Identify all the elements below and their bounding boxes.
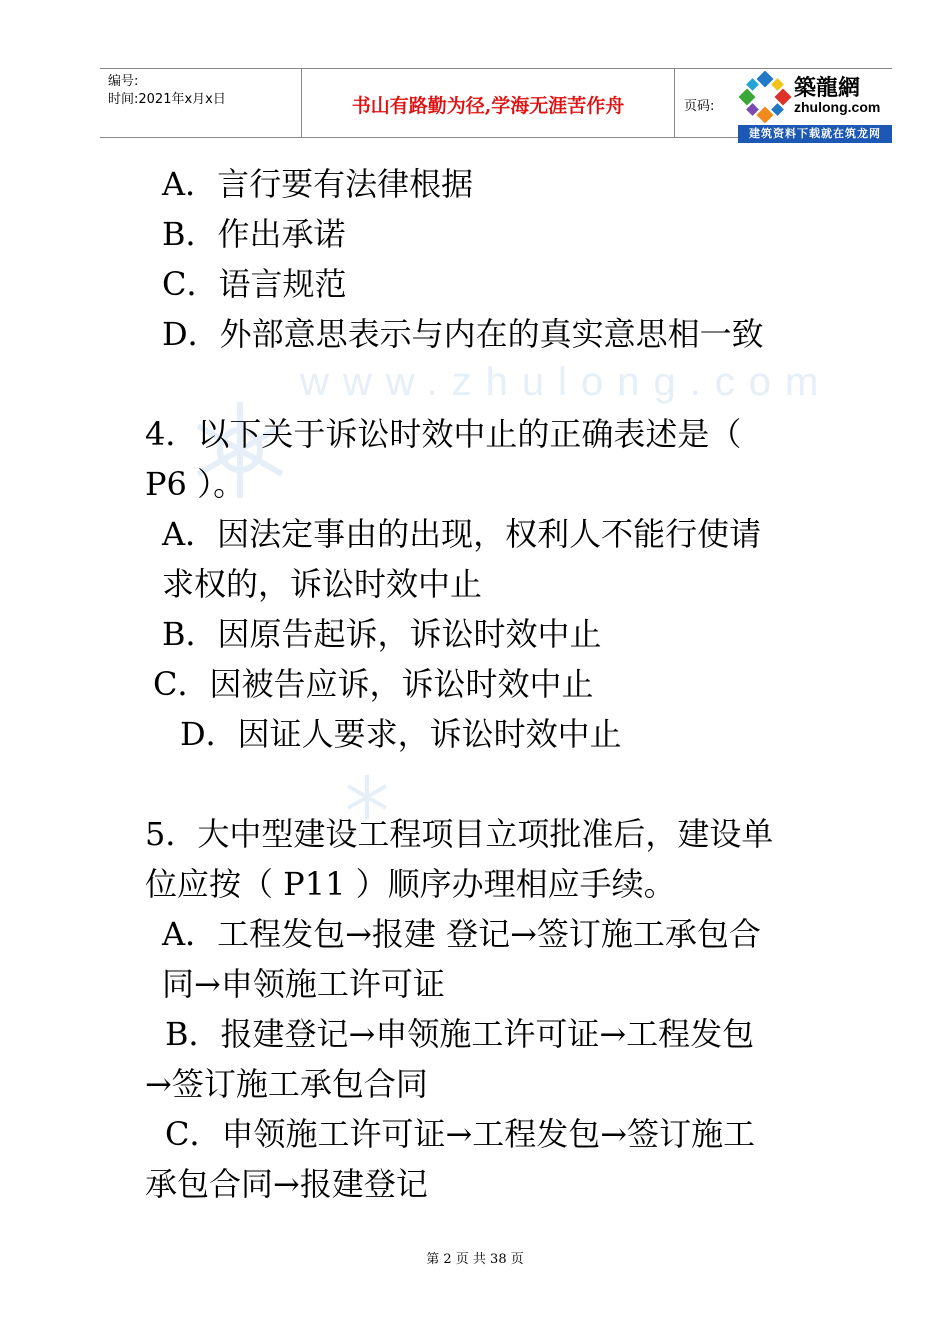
page-footer: 第 2 页 共 38 页: [426, 1252, 524, 1267]
q5-option-a-line-1: A．工程发包→报建 登记→签订施工承包合: [162, 915, 761, 953]
header-meta: [100, 69, 300, 137]
option-b-line: B．作出承诺: [162, 215, 346, 253]
q4-option-a-line-2: 求权的，诉讼时效中止: [162, 565, 483, 603]
q4-option-c-line: C．因被告应诉，诉讼时效中止: [153, 665, 594, 703]
zhulong-logo: [734, 69, 892, 140]
question-4-line-1: 4．以下关于诉讼时效中止的正确表述是（: [145, 415, 742, 453]
header-motto-cell: [301, 69, 675, 137]
q4-option-b-line: B．因原告起诉，诉讼时效中止: [162, 615, 602, 653]
motto-text: 书山有路勤为径,学海无涯苦作舟: [351, 95, 625, 117]
option-a-line: A．言行要有法律根据: [162, 165, 474, 203]
q5-option-b-line-2: →签订施工承包合同: [145, 1065, 428, 1103]
question-5-line-1: 5．大中型建设工程项目立项批准后，建设单: [145, 815, 774, 853]
page-label: 页码:: [684, 99, 715, 114]
q4-option-d-line: D．因证人要求，诉讼时效中止: [180, 715, 622, 753]
header-page-cell: [674, 69, 734, 137]
question-5-line-2: 位应按（ P11 ）顺序办理相应手续。: [145, 865, 676, 903]
page-header: [100, 68, 892, 138]
time-label: 时间:2021年x月x日: [108, 92, 226, 107]
snowflake-logo-icon: [738, 71, 792, 123]
q5-option-a-line-2: 同→申领施工许可证: [162, 965, 445, 1003]
logo-title: 築龍網: [794, 75, 861, 101]
number-label: 编号:: [108, 74, 139, 89]
question-4-line-2: P6 ）。: [145, 465, 246, 503]
q5-option-c-line-2: 承包合同→报建登记: [145, 1165, 428, 1203]
q5-option-c-line-1: C．申领施工许可证→工程发包→签订施工: [165, 1115, 756, 1153]
option-c-line: C．语言规范: [162, 265, 347, 303]
logo-subtitle: zhulong.com: [794, 99, 881, 115]
watermark-text: www.zhulong.com: [300, 360, 833, 404]
q5-option-b-line-1: B．报建登记→申领施工许可证→工程发包: [165, 1015, 755, 1053]
logo-banner: 建筑资料下载就在筑龙网: [738, 125, 892, 143]
option-d-line: D．外部意思表示与内在的真实意思相一致: [162, 315, 764, 353]
q4-option-a-line-1: A．因法定事由的出现，权利人不能行使请: [162, 515, 762, 553]
